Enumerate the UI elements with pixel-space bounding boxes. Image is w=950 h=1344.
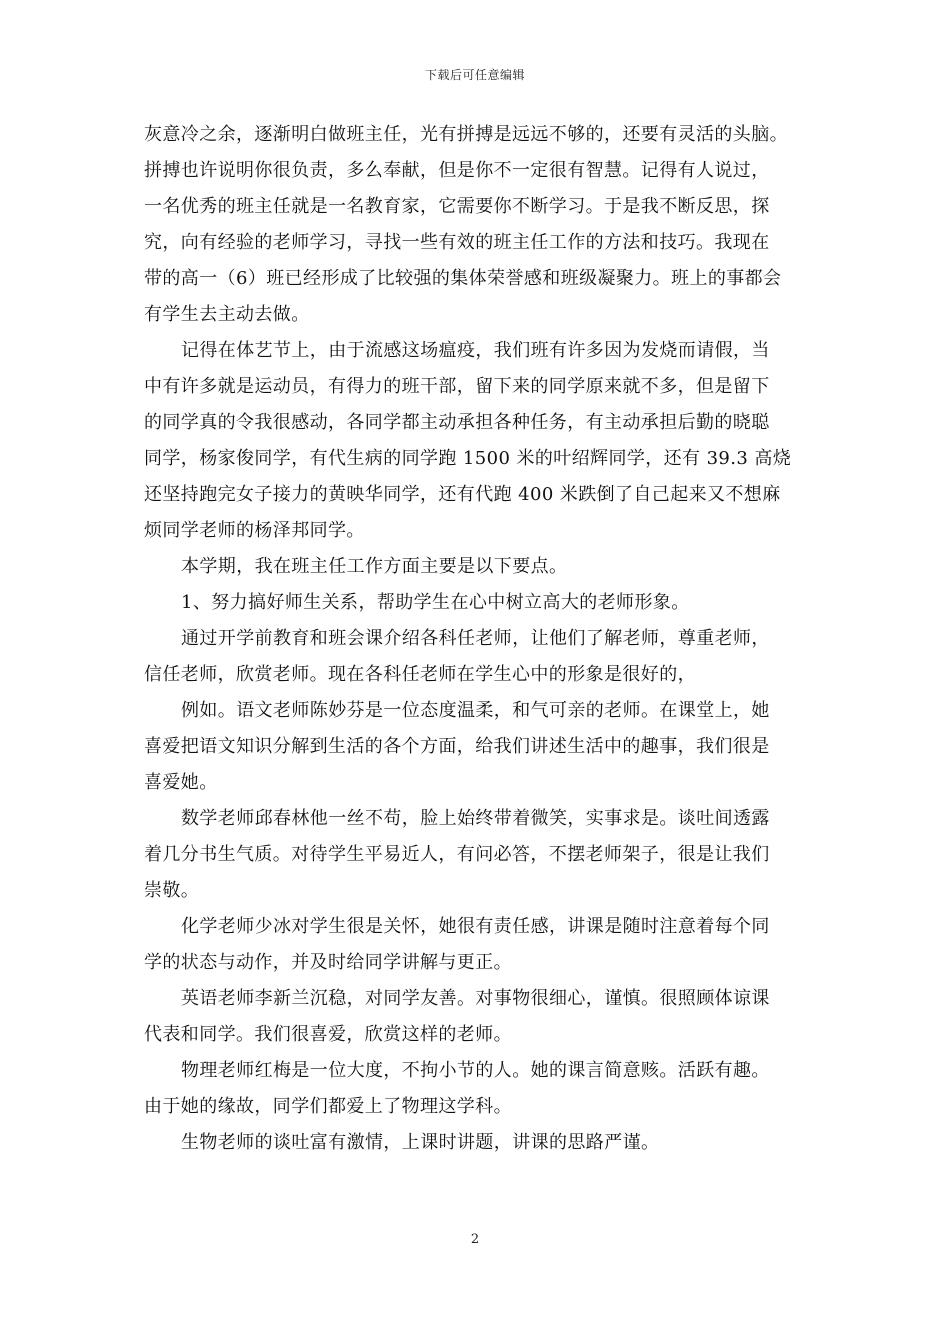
- body-text-line: 还坚持跑完女子接力的黄映华同学，还有代跑 400 米跌倒了自己起来又不想麻: [144, 484, 781, 505]
- body-text-line: 信任老师，欣赏老师。现在各科任老师在学生心中的形象是很好的，: [144, 664, 696, 685]
- body-text-line: 记得在体艺节上，由于流感这场瘟疫，我们班有许多因为发烧而请假，当: [181, 340, 770, 361]
- page-header: 下载后可任意编辑: [424, 68, 525, 82]
- body-text-line: 1、努力搞好师生关系，帮助学生在心中树立高大的老师形象。: [181, 592, 690, 613]
- body-text-line: 崇敬。: [144, 880, 200, 901]
- body-text-line: 数学老师邱春林他一丝不苟，脸上始终带着微笑，实事求是。谈吐间透露: [181, 808, 770, 829]
- body-text-line: 着几分书生气质。对待学生平易近人，有问必答，不摆老师架子，很是让我们: [144, 844, 770, 865]
- document-body: [144, 117, 812, 1161]
- body-text-line: 由于她的缘故，同学们都爱上了物理这学科。: [144, 1096, 512, 1117]
- page-number: 2: [470, 1232, 480, 1247]
- body-text-line: 的同学真的令我很感动，各同学都主动承担各种任务，有主动承担后勤的晓聪: [144, 412, 770, 433]
- body-text-line: 同学，杨家俊同学，有代生病的同学跑 1500 米的叶绍辉同学，还有 39.3 高烧: [144, 448, 792, 469]
- body-text-line: 有学生去主动去做。: [144, 304, 310, 325]
- body-text-line: 灰意冷之余，逐渐明白做班主任，光有拼搏是远远不够的，还要有灵活的头脑。: [144, 124, 788, 145]
- body-text-line: 学的状态与动作，并及时给同学讲解与更正。: [144, 952, 512, 973]
- body-text-line: 代表和同学。我们很喜爱，欣赏这样的老师。: [144, 1024, 512, 1045]
- body-text-line: 物理老师红梅是一位大度，不拘小节的人。她的课言简意赅。活跃有趣。: [181, 1060, 770, 1081]
- body-text-line: 生物老师的谈吐富有激情，上课时讲题，讲课的思路严谨。: [181, 1132, 660, 1153]
- body-text-line: 拼搏也许说明你很负责，多么奉献，但是你不一定很有智慧。记得有人说过，: [144, 160, 770, 181]
- body-text-line: 通过开学前教育和班会课介绍各科任老师，让他们了解老师，尊重老师，: [181, 628, 770, 649]
- body-text-line: 究，向有经验的老师学习，寻找一些有效的班主任工作的方法和技巧。我现在: [144, 232, 770, 253]
- body-text-line: 喜爱她。: [144, 772, 218, 793]
- body-text-line: 英语老师李新兰沉稳，对同学友善。对事物很细心，谨慎。很照顾体谅课: [181, 988, 770, 1009]
- body-text-line: 中有许多就是运动员，有得力的班干部，留下来的同学原来就不多，但是留下: [144, 376, 770, 397]
- body-text-line: 烦同学老师的杨泽邦同学。: [144, 520, 365, 541]
- body-text-line: 一名优秀的班主任就是一名教育家，它需要你不断学习。于是我不断反思，探: [144, 196, 770, 217]
- body-text-line: 喜爱把语文知识分解到生活的各个方面，给我们讲述生活中的趣事，我们很是: [144, 736, 770, 757]
- body-text-line: 化学老师少冰对学生很是关怀，她很有责任感，讲课是随时注意着每个同: [181, 916, 770, 937]
- body-text-line: 带的高一（6）班已经形成了比较强的集体荣誉感和班级凝聚力。班上的事都会: [144, 268, 782, 289]
- body-text-line: 本学期，我在班主任工作方面主要是以下要点。: [181, 556, 568, 577]
- body-text-line: 例如。语文老师陈妙芬是一位态度温柔，和气可亲的老师。在课堂上，她: [181, 700, 770, 721]
